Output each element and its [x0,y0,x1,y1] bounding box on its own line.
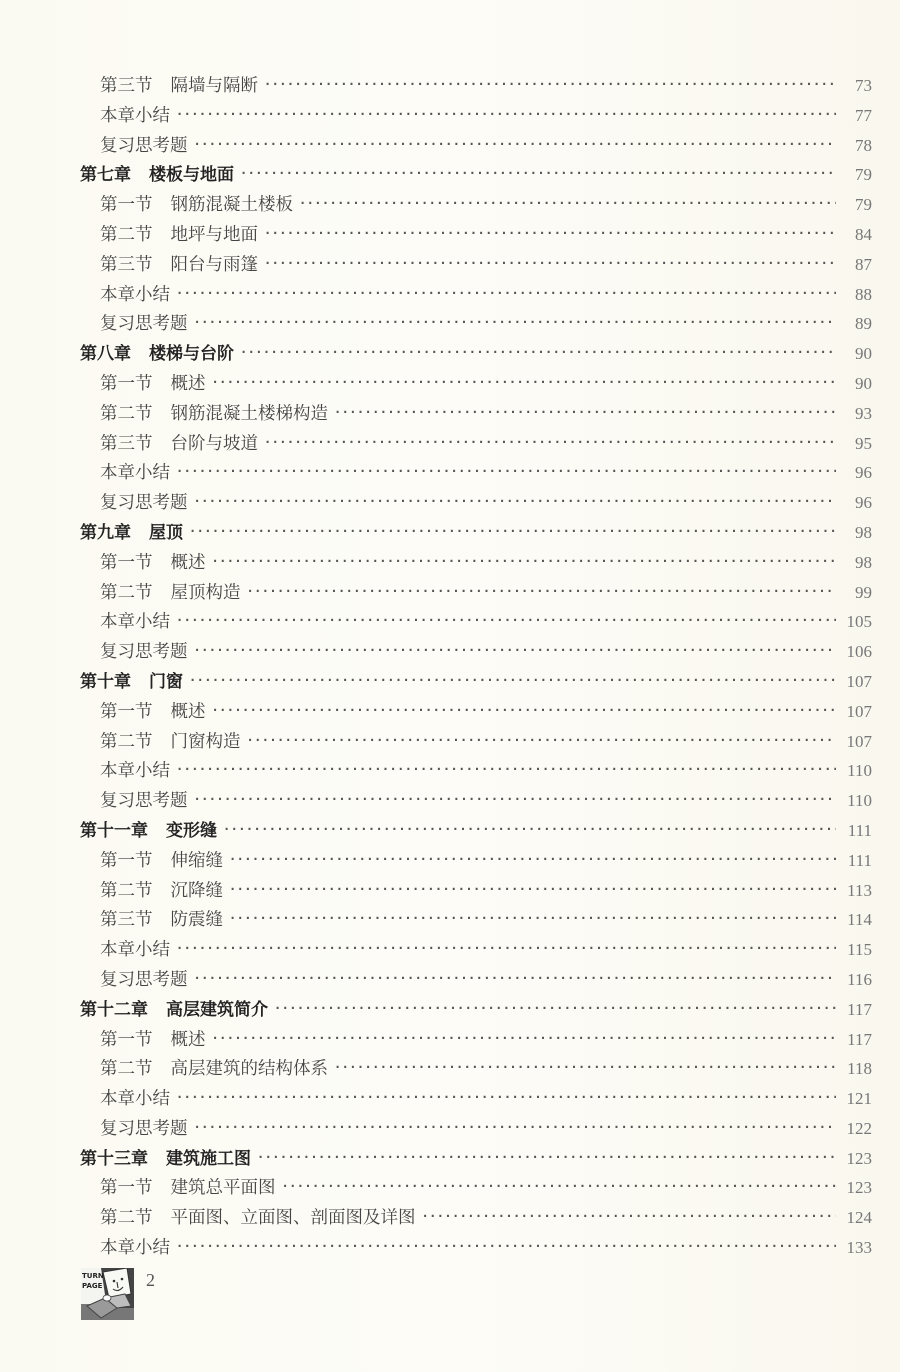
entry-label [100,191,299,221]
dot-leader [194,487,837,517]
dot-leader [257,1143,836,1173]
entry-number: 第三节 [100,910,153,931]
entry-page-number: 118 [847,1059,872,1079]
dot-leader [264,249,836,279]
dot-leader [189,666,836,696]
toc-section-entry[interactable] [80,101,872,131]
dot-leader [240,159,836,189]
dot-leader [194,964,837,994]
entry-title: 防震缝 [170,910,223,931]
toc-section-entry[interactable] [80,458,872,488]
entry-label [100,906,229,936]
entry-page-number: 73 [855,76,872,95]
entry-label [100,966,194,996]
entry-page-number: 99 [855,582,872,602]
toc-section-entry[interactable] [80,429,872,459]
entry-title: 阳台与雨篷 [170,254,258,275]
entry-number: 第八章 [80,344,131,365]
entry-page-number: 93 [855,403,872,423]
entry-label [100,728,247,758]
entry-page-number: 79 [855,195,872,215]
toc-chapter-entry[interactable] [80,816,872,846]
toc-section-entry[interactable] [80,250,872,280]
entry-number: 第二节 [100,731,153,752]
entry-title: 复习思考题 [100,969,188,990]
entry-title: 本章小结 [100,463,170,484]
entry-number: 第一节 [100,552,153,573]
dot-leader [176,606,836,636]
entry-number: 第十一章 [80,820,148,841]
entry-label [100,549,212,579]
toc-section-entry[interactable] [80,280,872,310]
entry-page-number: 121 [846,1089,872,1109]
entry-label [100,430,264,460]
dot-leader [194,636,837,666]
entry-page-number: 122 [846,1118,872,1138]
dot-leader [334,398,836,428]
dot-leader [212,368,837,398]
entry-number: 第三节 [100,76,153,96]
entry-number: 第二节 [100,403,153,424]
entry-label [100,608,176,638]
toc-section-entry[interactable] [80,965,872,995]
toc-section-entry[interactable] [80,637,872,667]
entry-page-number: 114 [847,910,872,930]
entry-label [80,817,223,847]
toc-section-entry[interactable] [80,935,872,965]
entry-title: 变形缝 [166,820,217,841]
dot-leader [299,189,836,219]
entry-page-number: 96 [855,463,872,483]
dot-leader [176,279,836,309]
toc-section-entry[interactable] [80,876,872,906]
entry-title: 屋顶构造 [170,582,241,603]
entry-title: 高层建筑简介 [166,999,268,1020]
entry-title: 概述 [170,1029,206,1050]
entry-number: 第九章 [80,522,131,543]
toc-section-entry[interactable] [80,756,872,786]
entry-page-number: 133 [846,1238,872,1258]
entry-title: 建筑总平面图 [170,1178,276,1199]
entry-page-number: 115 [847,940,872,960]
entry-page-number: 78 [855,135,872,155]
entry-label [80,996,274,1026]
entry-page-number: 77 [855,105,872,125]
entry-page-number: 95 [855,433,872,453]
toc-section-entry[interactable] [80,786,872,816]
entry-title: 本章小结 [100,612,170,633]
entry-page-number: 90 [855,373,872,393]
entry-number: 第七章 [80,165,131,186]
entry-label [100,847,229,877]
entry-label [100,1055,334,1085]
toc-section-entry[interactable] [80,905,872,935]
dot-leader [212,1024,837,1054]
toc-section-entry[interactable] [80,71,872,101]
dot-leader [247,726,837,756]
dot-leader [212,696,837,726]
dot-leader [229,845,836,875]
entry-label [100,638,194,668]
svg-text:PAGE: PAGE [82,1282,103,1290]
entry-page-number: 107 [846,671,872,691]
entry-title: 楼板与地面 [149,165,234,186]
entry-title: 平面图、立面图、剖面图及详图 [170,1208,416,1229]
entry-page-number: 87 [855,254,872,274]
toc-section-entry[interactable] [80,578,872,608]
entry-label [100,757,176,787]
toc-section-entry[interactable] [80,309,872,339]
entry-page-number: 105 [846,612,872,632]
entry-page-number: 110 [847,761,872,781]
entry-label [100,936,176,966]
entry-page-number: 106 [846,642,872,662]
entry-number: 第一节 [100,1029,153,1050]
entry-title: 高层建筑的结构体系 [170,1059,328,1080]
entry-page-number: 124 [846,1208,872,1228]
entry-title: 本章小结 [100,284,170,305]
toc-section-entry[interactable] [80,846,872,876]
entry-page-number: 88 [855,284,872,304]
entry-page-number: 110 [847,791,872,811]
entry-number: 第十二章 [80,999,148,1020]
entry-page-number: 117 [847,1029,872,1049]
dot-leader [176,755,836,785]
toc-chapter-entry[interactable] [80,995,872,1025]
entry-page-number: 113 [847,880,872,900]
dot-leader [264,219,836,249]
dot-leader [194,130,837,160]
entry-number: 第十三章 [80,1148,148,1169]
toc-chapter-entry[interactable] [80,339,872,369]
entry-title: 门窗构造 [170,731,241,752]
entry-label [100,310,194,340]
dot-leader [176,100,836,130]
toc-section-entry[interactable] [80,1203,872,1233]
entry-number: 第一节 [100,701,153,722]
page-number: 2 [146,1270,155,1290]
entry-label [100,72,264,102]
toc-section-entry[interactable] [80,369,872,399]
toc-section-entry[interactable] [80,488,872,518]
entry-label [100,281,176,311]
toc-section-entry[interactable] [80,607,872,637]
entry-label [100,877,229,907]
entry-title: 复习思考题 [100,791,188,812]
dot-leader [189,517,836,547]
toc-section-entry[interactable] [80,697,872,727]
entry-title: 复习思考题 [100,1118,188,1139]
entry-label [100,459,176,489]
dot-leader [194,1113,837,1143]
entry-title: 本章小结 [100,105,170,126]
entry-number: 第十章 [80,671,131,692]
entry-label [100,698,212,728]
toc-chapter-entry[interactable] [80,1144,872,1174]
entry-label [100,370,212,400]
entry-title: 门窗 [149,671,183,692]
entry-title: 隔墙与隔断 [170,76,258,96]
entry-page-number: 123 [846,1148,872,1168]
entry-page-number: 98 [855,552,872,572]
entry-title: 钢筋混凝土楼板 [170,195,293,216]
toc-chapter-entry[interactable] [80,160,872,190]
toc-section-entry[interactable] [80,1233,872,1263]
toc-section-entry[interactable] [80,190,872,220]
entry-page-number: 107 [846,731,872,751]
entry-label [100,400,334,430]
entry-number: 第一节 [100,373,153,394]
entry-title: 本章小结 [100,1238,170,1259]
entry-number: 第二节 [100,1059,153,1080]
entry-page-number: 79 [855,165,872,185]
entry-label [100,221,264,251]
entry-page-number: 89 [855,314,872,334]
entry-number: 第一节 [100,1178,153,1199]
entry-title: 屋顶 [149,522,183,543]
entry-label [80,1145,257,1175]
entry-number: 第三节 [100,433,153,454]
dot-leader [264,428,836,458]
entry-number: 第二节 [100,880,153,901]
dot-leader [212,547,837,577]
entry-label [100,1026,212,1056]
dot-leader [274,994,836,1024]
entry-page-number: 111 [847,850,872,870]
dot-leader [247,577,837,607]
toc-chapter-entry[interactable] [80,667,872,697]
entry-title: 台阶与坡道 [170,433,258,454]
table-of-contents [80,71,872,1263]
toc-chapter-entry[interactable] [80,518,872,548]
entry-title: 概述 [170,701,206,722]
dot-leader [223,815,836,845]
turn-page-logo-icon [81,1268,134,1320]
entry-title: 地坪与地面 [170,224,258,245]
toc-section-entry[interactable] [80,548,872,578]
toc-section-entry[interactable] [80,1114,872,1144]
dot-leader [229,875,836,905]
toc-section-entry[interactable] [80,1173,872,1203]
entry-page-number: 116 [847,969,872,989]
entry-number: 第三节 [100,254,153,275]
entry-title: 钢筋混凝土楼梯构造 [170,403,328,424]
dot-leader [194,785,837,815]
entry-title: 复习思考题 [100,642,188,663]
entry-label [100,579,247,609]
entry-page-number: 123 [846,1178,872,1198]
page-footer [81,1268,155,1320]
entry-label [100,1174,282,1204]
dot-leader [176,1083,836,1113]
entry-label [100,1204,422,1234]
entry-title: 伸缩缝 [170,850,223,871]
entry-title: 楼梯与台阶 [149,344,234,365]
dot-leader [176,1232,836,1262]
entry-number: 第一节 [100,195,153,216]
entry-page-number: 84 [855,224,872,244]
entry-label [100,1234,176,1264]
entry-title: 复习思考题 [100,314,188,335]
entry-label [80,161,240,191]
entry-title: 概述 [170,373,206,394]
dot-leader [264,70,836,100]
toc-section-entry[interactable] [80,1054,872,1084]
entry-page-number: 111 [847,820,872,840]
toc-section-entry[interactable] [80,220,872,250]
entry-page-number: 96 [855,493,872,513]
entry-number: 第一节 [100,850,153,871]
entry-page-number: 117 [847,999,872,1019]
entry-label [100,132,194,162]
dot-leader [240,338,836,368]
entry-title: 本章小结 [100,761,170,782]
toc-section-entry[interactable] [80,131,872,161]
entry-title: 沉降缝 [170,880,223,901]
entry-title: 本章小结 [100,1089,170,1110]
entry-title: 概述 [170,552,206,573]
svg-text:TURN: TURN [82,1272,104,1280]
toc-section-entry[interactable] [80,1084,872,1114]
toc-section-entry[interactable] [80,727,872,757]
entry-label [100,1115,194,1145]
dot-leader [229,904,836,934]
dot-leader [194,308,837,338]
entry-page-number: 107 [846,701,872,721]
entry-label [100,251,264,281]
toc-section-entry[interactable] [80,1025,872,1055]
entry-label [80,519,189,549]
entry-number: 第二节 [100,224,153,245]
entry-page-number: 98 [855,522,872,542]
entry-label [80,340,240,370]
dot-leader [334,1053,836,1083]
entry-title: 建筑施工图 [166,1148,251,1169]
entry-number: 第二节 [100,1208,153,1229]
entry-label [100,787,194,817]
entry-title: 复习思考题 [100,135,188,156]
entry-label [80,668,189,698]
entry-number: 第二节 [100,582,153,603]
entry-title: 本章小结 [100,940,170,961]
entry-label [100,102,176,132]
dot-leader [176,457,836,487]
toc-section-entry[interactable] [80,399,872,429]
entry-page-number: 90 [855,344,872,364]
entry-label [100,1085,176,1115]
dot-leader [422,1202,837,1232]
entry-label [100,489,194,519]
entry-title: 复习思考题 [100,493,188,514]
dot-leader [282,1172,837,1202]
dot-leader [176,934,836,964]
